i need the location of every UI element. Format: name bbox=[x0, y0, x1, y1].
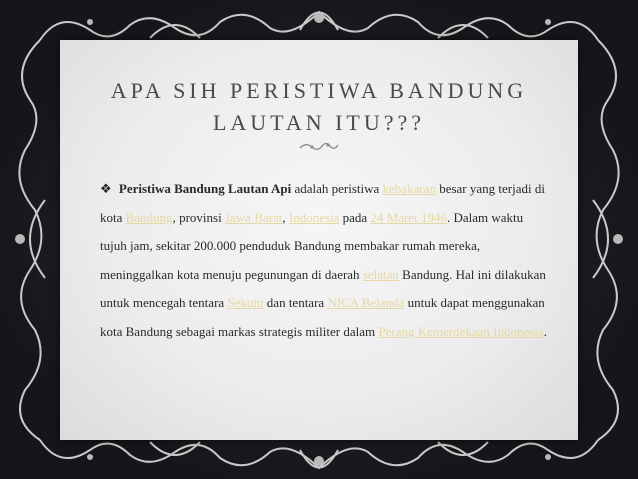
text-segment: pada bbox=[339, 209, 371, 225]
text-segment: adalah peristiwa bbox=[291, 181, 383, 196]
text-segment: , provinsi bbox=[172, 209, 225, 225]
link-nica-belanda[interactable]: NICA Belanda bbox=[327, 295, 405, 310]
link-jawa-barat[interactable]: Jawa Barat bbox=[224, 209, 283, 225]
link-sekutu[interactable]: Sekutu bbox=[227, 295, 264, 310]
link-kebakaran[interactable]: kebakaran bbox=[382, 181, 436, 196]
body-paragraph bbox=[100, 175, 550, 346]
text-segment: untuk dapat menggunakan kota Bandung sebagai markas strategis militer dalam bbox=[100, 295, 545, 339]
title-line-2: LAUTAN ITU??? bbox=[212, 110, 426, 135]
text-segment: Bandung. Hal ini dilakukan untuk mencegah tentara bbox=[100, 266, 546, 310]
lead-text: Peristiwa Bandung Lautan Api bbox=[118, 181, 292, 196]
title-line-1: APA SIH PERISTIWA BANDUNG bbox=[110, 78, 528, 103]
link-bandung[interactable]: Bandung bbox=[125, 209, 173, 225]
text-segment: . Dalam waktu tujuh jam, sekitar 200.000 penduduk Bandung membakar rumah mereka, meninggalkan kota menuju pegunungan di daerah bbox=[100, 209, 524, 282]
link-selatan[interactable]: selatan bbox=[362, 266, 399, 282]
link-indonesia[interactable]: Indonesia bbox=[288, 209, 340, 225]
slide-title bbox=[60, 75, 578, 139]
text-segment: . bbox=[543, 323, 547, 339]
link-perang-kemerdekaan[interactable]: Perang Kemerdekaan Indonesia bbox=[378, 323, 544, 339]
link-date[interactable]: 24 Maret 1946 bbox=[370, 209, 447, 225]
text-segment: dan tentara bbox=[263, 295, 328, 310]
scroll-ornament-icon bbox=[298, 140, 340, 154]
diamond-bullet-icon: ❖ bbox=[100, 181, 112, 196]
text-segment: , bbox=[282, 209, 289, 225]
text-segment: besar yang terjadi di kota bbox=[100, 181, 545, 225]
